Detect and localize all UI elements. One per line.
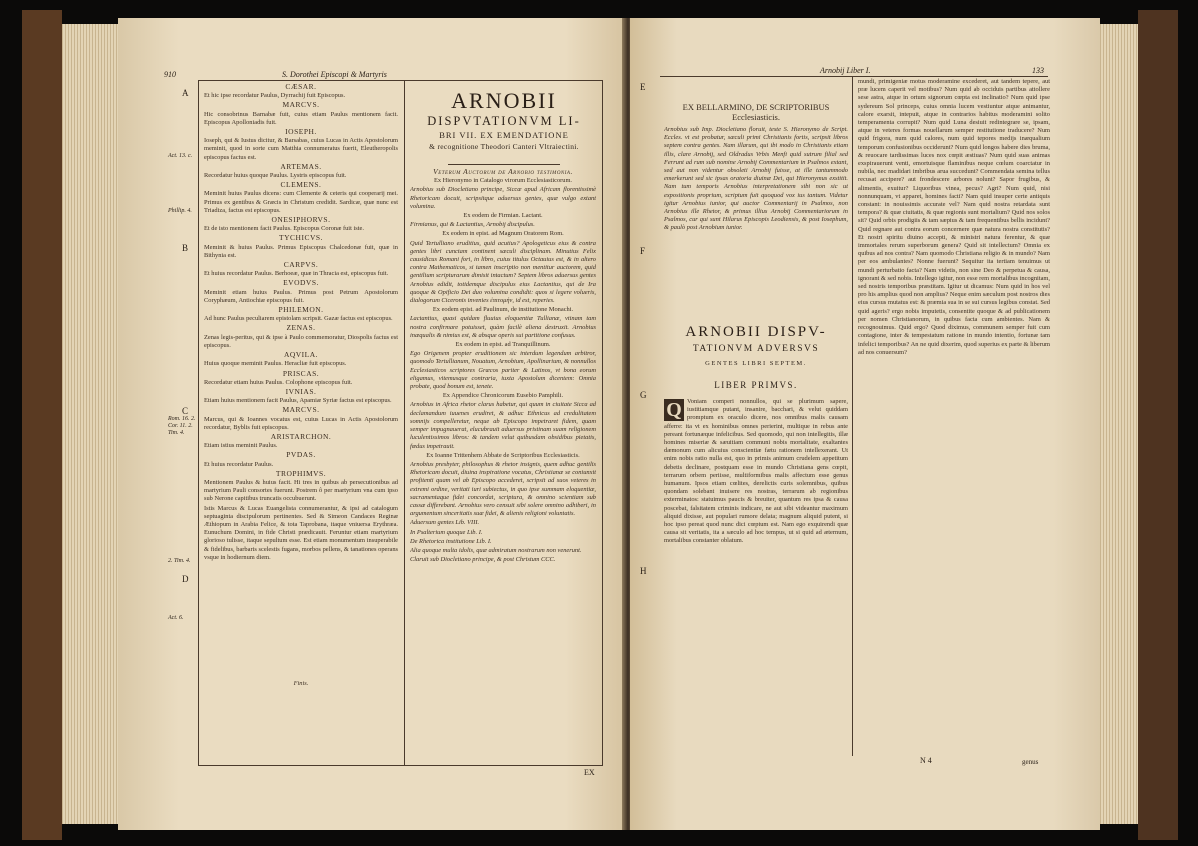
right-column-text: mundi, primigeniæ motus moderamine excederet, aut tandem tepere, aut præ lucem caperit vel motibus? Num quid ab occiduis partibus attollere sese astra, atque in ortum signorum cœpta est inclinatio? Num quid ipse sydereum Sol princeps, cuius omnia lucem vestiuntur atque animantur, calore exarsit, intepuit, atque in contrarios habitus moderamini solito temperamenta corrupit? Num quid Luna desiuit redintegrare se, ipsam, atque in veteres formas nouellarum semper restitutione traducere? Num quid frigora, num quid calores, num quid tepores medijs inæqualium temporum confusionibus occiderunt? Num quid longos habere dies bruma, & reuocare tardissimas luces nox cœpit æstiuas? Num quid suas animas exspirauerunt venti, emortuisque flaminibus neque cœlum coarctatur in nubila, nec madidari imbribus arua succedunt? Commendata semina tellus recusat accipere? aut frondescere arbores nolunt? Sapor frugibus, & alimentis, exuitur? Liquoribus vinea, pecus? Agri? Num quid, nisi nonnunquam, vt apparet, homines facti? Nam quid insuper certe antiquis constant: in nouissimis accurate vel? Nam quid nostra retardata sunt tempora? & quæ ciuitatis, & quæ regionis sunt mortalium? Quid nos solos sit? Quid orbis prodigiis & tam sæpius & tam frequentibus bellis incidunt? Quid regnare aut contra eorum concernere quæ natura nostra constitutis? Et nostri spiritu diuino accepti, & ministri natura ferentur, & quæ immortales rerum superborum genera? Quid sit intellectum? Omnia ex quibus ad nos contra? Nam quomodo Christiana religio & in mundo? Nam per eos ambulantes? Nonne fuerunt? Sequitur ita tertiam tenuimus ut mundi perturbatio facta? Nam videtis, non sine Deo & perpetua & causa, ignorant & sed nobis. Intellego igitur, non esse rem mortalibus incognitam, sed nostris temporibus præstitam. Igitur ut dicamus: Num quid in hos vel pro his amplius quod non amplius? Neque enim sæculum post nostros dies eius cursus mutatus est: & præmia sua in se sui cursus legibus constat. Sed quid ageris? ergo nobis imputetis, consentite quoque & ad publicationem per nomen Christianorum, in quibus facta cum ambientes. Nam & recognouimus. Quid ergo? Quod diximus, communem semper fuit cum contagione, inter & tempestatum ratione in mundo intentio, fortunæ tam infelici temporibus? An ne quid dixerim, quod superius ex parte & liberum ad nos conuersum? <box>858 78 1050 356</box>
paragraph: Meminit huius Paulus dicens: cum Clemente & ceteris qui cooperarij mei. Primus ex gentibus & Græcis in Christum credidit. Sardicæ, quæ nunc est Triadiza, factus est episcopus. <box>204 190 398 214</box>
paragraph: Mentionem Paulus & huius facit. Hi tres in quibus ab persecutionibus ad martyrium Pauli consortes fuerunt. Postrem ô per martyrium vna cum ipso sub Nerone capitibus truncatis occubuerunt. <box>204 478 398 503</box>
paragraph: Etiam istius meminit Paulus. <box>204 442 278 450</box>
source-heading: Ex eodem in epist. ad Magnum Oratorem Rom. <box>442 230 564 238</box>
section-heading: TROPHIMVS. <box>275 468 327 478</box>
section-heading: AQVILA. <box>283 350 319 360</box>
left-head-rule <box>198 80 602 81</box>
section-heading: ARISTARCHON. <box>270 431 332 441</box>
quote-paragraph: Arnobius in Africa rhetor clarus habetur, qui quum in ciuitate Sicca ad declamandum iuuenes erudiret, & adhuc Ethnicus ad credulitatem somnijs compelleretur, neque ab Episcopo impetraret fidem, quam semper impugnauerat, elucubrauit aduersus pristinam suam religionem luculentissimos libros: & tandem velut quibusdam obsidibus pietatis, fœdus impetrauit. <box>410 401 596 450</box>
left-outer-rule <box>602 80 603 766</box>
left-page-number: 910 <box>164 70 176 79</box>
left-running-head: S. Dorothei Episcopi & Martyris <box>282 70 387 79</box>
source-heading: Ex Ioanne Trittenhem Abbate de Scriptoribus Ecclesiasticis. <box>426 451 580 459</box>
dropcap-q: Q <box>664 399 684 421</box>
source-heading: Ex eodem in epist. ad Tranquillinum. <box>455 341 551 349</box>
left-fore-edge <box>62 24 118 824</box>
paragraph: Hic consobrinus Barnabæ fuit, cuius etiam Paulus mentionem facit. Episcopus Apolloniadis fuit. <box>204 110 398 126</box>
source-heading: Ex eodem de Firmian. Lactant. <box>463 212 543 220</box>
section-heading: ZENAS. <box>286 323 316 333</box>
section-heading: TYCHICVS. <box>279 233 323 243</box>
section-heading: IOSEPH. <box>285 127 317 137</box>
liber-primus: LIBER PRIMVS. <box>714 380 798 390</box>
section-heading: PHILEMON. <box>278 305 324 315</box>
source-heading: Ex eodem epist. ad Paulinum, de institutione Monachi. <box>432 306 574 314</box>
quote-paragraph: Lactantius, quasi quidam fluuius eloquentiæ Tullianæ, vtinam tam nostra confirmare potuisset, quàm facilè aliena destruxit. Arnobius inæqualis & nimius est, & absque operis sui partitione confusus. <box>410 315 596 339</box>
quote-paragraph: Firmianus, qui & Lactantius, Arnobij discipulus. <box>410 221 535 229</box>
open-book <box>22 10 1178 840</box>
quote-paragraph: Claruit sub Diocletiano principe, & post Christum CCC. <box>410 556 556 564</box>
right-margin-letter-f: F <box>640 246 646 256</box>
section-heading: ONESIPHORVS. <box>271 215 331 225</box>
quote-paragraph: Ego Origenem propter eruditionem sic interdum legendum arbitror, quomodo Tertullianum, Nouatum, Arnobium, Apollinarium, & nonnullos Ecclesiasticos scriptores Græcos pariter & Latinos, vt bona eorum eligamus, vitemusque contraria, iuxta Apostolum dicentem: Omnia probate, quod bonum est, tenete. <box>410 350 596 391</box>
quote-paragraph: Quid Tertulliano eruditius, quid acutius? Apologeticus eius & contra gentes libri cunctam continent sæculi disciplinam. Minutius Felix causidicus Romani fori, in libro, cuius titulus Octauius est, & in altero contra Mathematicos, si tamen inscriptio non mentitur auctorem, quid gentilium scripturarum dimisit intactum? Septem libros aduersus gentes Arnobius edidit, totidemque discipulus eius Lactantius, qui de Ira quoque & Opificio Dei duo volumina condidit: quos si legere volueris, dialogorum Ciceronis invenies ἐπιτομήν, id est, reperies. <box>410 239 596 305</box>
margin-note-3: Rom. 16. 2. Cor. 11. 2. Tim. 4. <box>168 416 196 436</box>
source-heading: Ex Appendice Chronicorum Eusebio Pamphili. <box>442 392 564 400</box>
canter-title: & recognitione Theodori Canteri Vltraiectini. <box>429 142 579 151</box>
right-running-head: Arnobij Liber I. <box>820 66 871 75</box>
adversus-title: TATIONVM ADVERSVS <box>692 344 820 354</box>
paragraph: Et de isto mentionem facit Paulus. Episcopus Coronæ fuit iste. <box>204 225 364 233</box>
left-column-testimonia <box>410 168 596 762</box>
left-margin-letter-a: A <box>182 88 189 98</box>
left-catchword: EX <box>584 768 595 777</box>
right-head-rule <box>660 76 1048 77</box>
left-page <box>118 18 626 830</box>
arnobii-title: ARNOBII <box>451 88 557 113</box>
left-cover <box>22 10 62 840</box>
right-cover <box>1138 10 1178 840</box>
left-column-saints <box>204 82 398 692</box>
right-page-number: 133 <box>1032 66 1044 75</box>
section-heading: IVNIAS. <box>285 386 317 396</box>
paragraph: Meminit & huius Paulus. Primus Episcopus Chalcedonæ fuit, quæ in Bithynia est. <box>204 243 398 259</box>
paragraph: Ioseph, qui & Iustus dicitur, & Barsabas, cuius Lucas in Actis Apostolorum meminit, quod in sorte cum Matthia connumeratus fuerit, Eleutheropolis episcopus factus est. <box>204 137 398 161</box>
left-foot-rule <box>198 765 602 766</box>
paragraph: Marcus, qui & Ioannes vocatus est, cuius Lucas in Actis Apostolorum recordatur, Byblis fuit episcopus. <box>204 415 398 431</box>
margin-note-4: 2. Tim. 4. <box>168 558 191 564</box>
bellarmino-text: Arnobius sub Imp. Diocletiano floruit, teste S. Hieronymo de Script. Eccles. vt est probatur, sæculi primi Christianis fortis, scripsit libros septem contra gentes. Nam illarum, qui ibi modo in Christianis etiam illis, clare Arnobij, sed Oldradus Vrbis Menfi quid sutrum filial sed Ferrunt ad rum sub nomine Arnobij Commentarium in Psalmos extant, sed aut non videntur obsoleti Arnobij fuisse, at ille tantummodo emerkerunt sed sic ipsas oratoria diuinæ Dei, qui Hieronymus exstitit. Nam tum temporis Arnobius interpretationem sibi non sic ut expositionis proprium, scriptum fuit quoquod vox ius tantum. Videtur igitur Arnobius iunior, qui auctor Commentarij in Psalmos, non Arnobius ille Rhetor, & primus illius Arnobij Commentariorum in Psalmos, cur qui sunt Hilarus Episcopis Leodiensis, & post Iosephum, & paulò post Arnobium iunior. <box>664 126 848 232</box>
section-heading: PVDAS. <box>286 450 316 460</box>
quote-paragraph: In Psalterium quoque Lib. I. <box>410 528 483 536</box>
right-margin-letter-g: G <box>640 390 647 400</box>
paragraph: Zenas legis-peritus, qui & ipse à Paulo commemoratur, Diospolis factus est episcopus. <box>204 333 398 349</box>
right-fore-edge <box>1100 24 1138 824</box>
paragraph: Ad hunc Paulus peculiarem epistolam scripsit. Gazæ factus est episcopus. <box>204 315 393 323</box>
bellarmino-heading: EX BELLARMINO, DE SCRIPTORIBUS Ecclesiasticis. <box>682 102 830 122</box>
paragraph: Recordatur etiam huius Paulus. Colophone episcopus fuit. <box>204 378 353 386</box>
quote-paragraph: Alia quoque multa idolis, quæ admiratum nostrarum non venerunt. <box>410 546 582 554</box>
right-page <box>630 18 1100 830</box>
section-heading: CARPVS. <box>283 260 319 270</box>
quote-paragraph: Aduersum gentes Lib. VIII. <box>410 519 480 527</box>
quote-paragraph: Arnobius sub Diocletiano principe, Siccæ apud Africam florentissimè Rhetoricam docuit, scripsitque aduersus gentes, quæ vulgo extant volumina. <box>410 186 596 210</box>
source-heading: Ex Hieronymo in Catalogo virorum Ecclesiasticorum. <box>433 177 573 185</box>
margin-note-2: Phillip. 4. <box>168 208 192 214</box>
section-heading: PRISCAS. <box>282 368 320 378</box>
section-heading: CLEMENS. <box>280 180 322 190</box>
quote-paragraph: De Rhetorica institutione Lib. I. <box>410 537 492 545</box>
arnobii-book-title: ARNOBII DISPV- <box>685 324 827 340</box>
section-heading: MARCVS. <box>282 405 320 415</box>
section-heading: CÆSAR. <box>285 82 317 91</box>
emendatione-title: BRI VII. EX EMENDATIONE <box>439 130 569 140</box>
title-divider <box>448 164 560 165</box>
quote-paragraph: Arnobius presbyter, philosophus & rhetor insignis, quem adhuc gentilis Rhetoricam docuit, diuina inspiratione vocatus, Christianæ se coniunxit profitenti quam vel ab Episcopo accederet, scripsit ad suos veteres in extremi ordine, veritati iuri subiectus, in quo ipse summam eloquentiæ, sacramentaque fidei concordat, scriptura, & omnino scientiam sub cassæ differebant. Arnobius vero censuit sibi solere omnino adhiberi, in argumentum sinceritatis suæ fidei, & alienis religioni voluntatis. <box>410 460 596 518</box>
book-one-text <box>664 398 848 754</box>
section-subheading: Veterum Auctorum de Arnobio testimonia. <box>433 168 573 176</box>
left-margin-letter-b: B <box>182 243 189 253</box>
left-margin-letter-d: D <box>182 574 189 584</box>
left-col1-finis: Finis. <box>293 680 309 687</box>
book-one-body: Voniam comperi nonnullos, qui se plurimum sapere, iustitiamque putant, insanire, bacchari, & velut quiddam promptum ex oraculo dicere, nos omnibus malis causam afferre: ita vt ex hominibus omnes perierint, multique in rebus ante pereant fortunæque infelicibus. Sed quomodo, qui non intellegitis, illæ homines miseriæ & sæuitiam communi nobis mortalitate, exaltantes dæmonum cum alicuius conscientiæ fætu rationem intellexerant. Ut enim nobis ratio nulla est, quo in primis animum crudelem appetitum debetis declinare, postquam esse in mundo Christiana gens cœpit, terrarum orbem periisse, multiformibus malis affectum esse genus humanum. Ipsos etiam cœlites, derelictis curis solemnibus, quibus quondam solebant inuisere res nostras, terrarum ab regionibus exterminatos: statuimus paucis & breuiter, quantum res ipsa & causa poscebat, falsitatem criminis indicare, ne aut sibi videantur maximum aliquid dixisse, aut populari rumore delata; magnum aliquid putent, si hoc ipso pereat quod nunc dici cœptum est. Nam ego exquirendi quæ causa sit veritatis, ita a sæculo ad hoc tempus, ut si quid ad æternum, mortalibus constanter oblatum. <box>664 398 848 545</box>
paragraph: Meminit etiam huius Paulus. Primus post Petrum Apostolorum Coryphæum, Antiochiæ episcopus fuit. <box>204 288 398 304</box>
right-column-rule <box>852 76 853 756</box>
right-margin-letter-e: E <box>640 82 646 92</box>
paragraph: Istis Marcus & Lucas Euangelista connumerantur, & ipsi ad catalogum septuaginta discipulorum pertinentes. Sed & Simeon Candaces Reginæ Æthiopum in Arabia Felice, & tota Taprobana, itaque vniuersa Erythræa. Eunuchum Domini, in fide Christi prædicauit. Feruntur etiam martyrium glorioso tulisse, itaque sepultum esse. Est etiam monumentum insuperabile & fidelibus, barbaris scelestis fugans, morbos pellens, & tanationes operans vsque in hodiernum diem. <box>204 504 398 561</box>
paragraph: Et hic ipse recordatur Paulus, Dyrrachij fuit Episcopus. <box>204 92 346 100</box>
left-margin-rule <box>198 80 199 766</box>
section-heading: EVODVS. <box>283 278 319 288</box>
paragraph: Et huius recordatur Paulus. Berhoeæ, quæ in Thracia est, episcopus fuit. <box>204 270 389 278</box>
gentes-subtitle: GENTES LIBRI SEPTEM. <box>705 360 807 367</box>
right-margin-letter-h: H <box>640 566 647 576</box>
left-margin-letter-c: C <box>182 406 189 416</box>
paragraph: Recordatur huius quoque Paulus. Lystris episcopus fuit. <box>204 172 347 180</box>
right-catchword: genus <box>1022 758 1039 766</box>
signature-mark: N 4 <box>920 756 932 765</box>
margin-note-5: Act. 6. <box>168 615 184 621</box>
paragraph: Huius quoque meminit Paulus. Heracliæ fuit episcopus. <box>204 360 347 368</box>
paragraph: Etiam huius mentionem facit Paulus, Apamiæ Syriæ factus est episcopus. <box>204 397 392 405</box>
margin-note-1: Act. 13. c. <box>168 153 193 159</box>
section-heading: ARTEMAS. <box>280 161 322 171</box>
paragraph: Et huius recordatur Paulus. <box>204 460 274 468</box>
left-column-rule <box>404 80 405 766</box>
disputationum-title: DISPVTATIONVM LI- <box>427 114 581 128</box>
section-heading: MARCVS. <box>282 100 320 110</box>
